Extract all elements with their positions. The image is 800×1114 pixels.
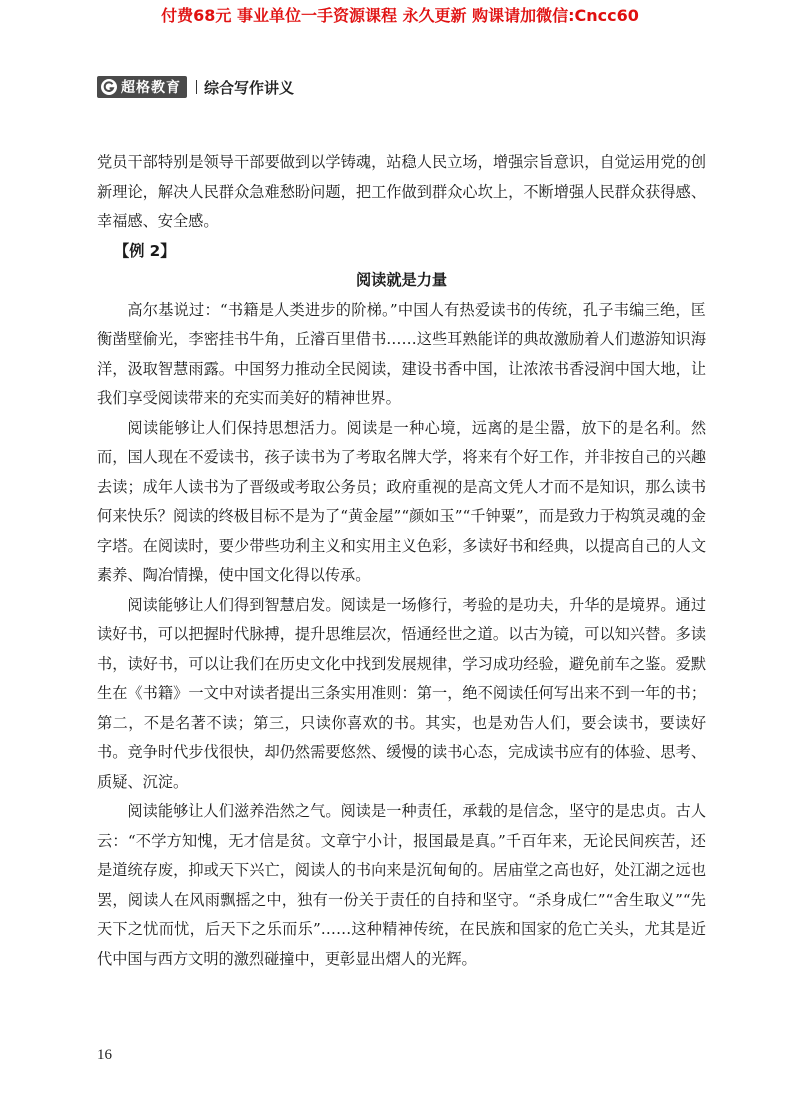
brand-logo-icon <box>101 79 117 95</box>
page-header <box>97 76 294 98</box>
header-divider <box>196 80 197 94</box>
brand-logo-text: 超格教育 <box>121 80 181 96</box>
article-title: 阅读就是力量 <box>355 271 448 289</box>
intro-paragraph: 党员干部特别是领导干部要做到以学铸魂，站稳人民立场，增强宗旨意识，自觉运用党的创新理论，解决人民群众急难愁盼问题，把工作做到群众心坎上，不断增强人民群众获得感、幸福感、安全感。 <box>97 153 706 230</box>
page-number: 16 <box>97 1047 112 1063</box>
promo-banner: 付费68元 事业单位一手资源课程 永久更新 购课请加微信:Cncc60 <box>161 6 639 25</box>
section-title: 综合写作讲义 <box>204 78 295 97</box>
example-label: 【例 2】 <box>114 241 176 260</box>
body-paragraph-1: 高尔基说过：“书籍是人类进步的阶梯。”中国人有热爱读书的传统，孔子韦编三绝，匡衡凿壁偷光，李密挂书牛角，丘濬百里借书……这些耳熟能详的典故激励着人们遨游知识海洋，汲取智慧雨露。中国努力推动全民阅读，建设书香中国，让浓浓书香浸润中国大地，让我们享受阅读带来的充实而美好的精神世界。 <box>97 300 706 407</box>
body-paragraph-4: 阅读能够让人们滋养浩然之气。阅读是一种责任，承载的是信念，坚守的是忠贞。古人云：“不学方知愧，无才信是贫。文章宁小计，报国最是真。”千百年来，无论民间疾苦，还是道统存废，抑或天下兴亡，阅读人的书向来是沉甸甸的。居庙堂之高也好，处江湖之远也罢，阅读人在风雨飘摇之中，独有一份关于责任的自持和坚守。“杀身成仁”“舍生取义”“先天下之忧而忧，后天下之乐而乐”……这种精神传统，在民族和国家的危亡关头，尤其是近代中国与西方文明的激烈碰撞中，更彰显出熠人的光辉。 <box>97 802 706 968</box>
body-paragraph-2: 阅读能够让人们保持思想活力。阅读是一种心境，远离的是尘嚣，放下的是名利。然而，国人现在不爱读书，孩子读书为了考取名牌大学，将来有个好工作，并非按自己的兴趣去读；成年人读书为了晋级或考取公务员；政府重视的是高文凭人才而不是知识，那么读书何来快乐？阅读的终极目标不是为了“黄金屋”“颜如玉”“千钟粟”，而是致力于构筑灵魂的金字塔。在阅读时，要少带些功利主义和实用主义色彩，多读好书和经典，以提高自己的人文素养、陶冶情操，使中国文化得以传承。 <box>97 418 706 584</box>
brand-logo <box>97 76 187 98</box>
body-paragraph-3: 阅读能够让人们得到智慧启发。阅读是一场修行，考验的是功夫，升华的是境界。通过读好书，可以把握时代脉搏，提升思维层次，悟通经世之道。以古为镜，可以知兴替。多读书，读好书，可以让我们在历史文化中找到发展规律，学习成功经验，避免前车之鉴。爱默生在《书籍》一文中对读者提出三条实用准则：第一，绝不阅读任何写出来不到一年的书；第二，不是名著不读；第三，只读你喜欢的书。其实，也是劝告人们，要会读书，要读好书。竞争时代步伐很快，却仍然需要悠然、缓慢的读书心态，完成读书应有的体验、思考、质疑、沉淀。 <box>97 595 706 791</box>
document-body <box>97 148 706 974</box>
